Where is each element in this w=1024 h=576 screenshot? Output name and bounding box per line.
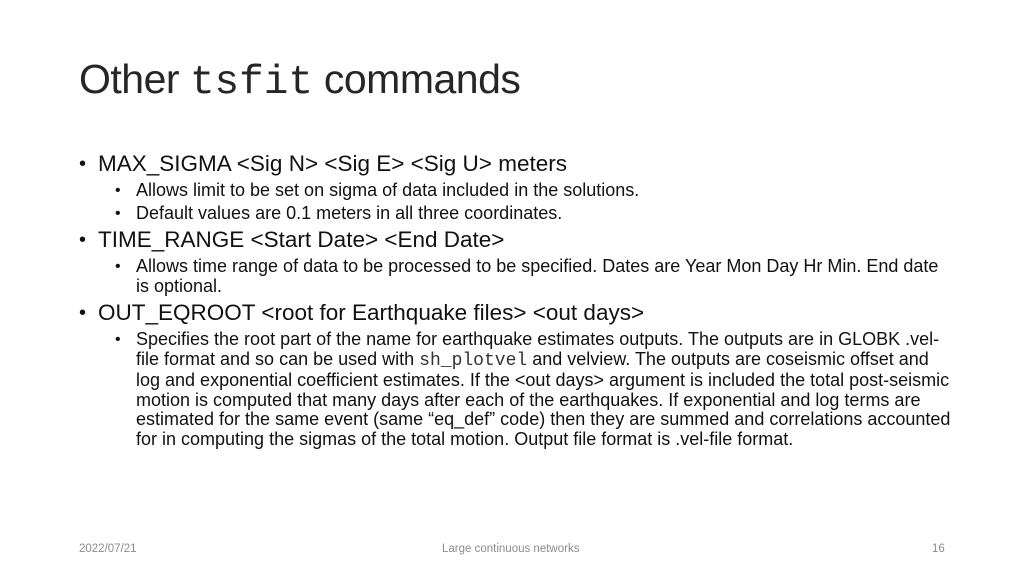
footer-title: Large continuous networks bbox=[442, 543, 580, 555]
bullet-icon: • bbox=[115, 258, 121, 275]
bullet-text: TIME_RANGE <Start Date> <End Date> bbox=[98, 227, 505, 252]
footer-date: 2022/07/21 bbox=[79, 543, 137, 555]
sub-bullet bbox=[115, 256, 951, 296]
bullet-icon: • bbox=[79, 229, 87, 251]
slide-title bbox=[79, 56, 520, 106]
sub-text-post: and velview. The outputs are coseismic offset and log and exponential coefficient estimates. If the <out days> argument is included the total post-seismic motion is computed that many days after each of the earthquakes. If exponential and log terms are estimated for the same event (same “eq_def” code) then they are summed and correlations accounted for in computing the sigmas of the total motion. Output file format is .vel-file format. bbox=[136, 348, 951, 449]
title-code: tsfit bbox=[189, 60, 313, 106]
bullet-icon: • bbox=[115, 331, 121, 348]
sub-bullet-text: Default values are 0.1 meters in all three coordinates. bbox=[136, 202, 563, 223]
sub-bullet-text: Allows time range of data to be processed to be specified. Dates are Year Mon Day Hr Min. End date is optional. bbox=[136, 256, 939, 296]
title-suffix: commands bbox=[312, 56, 521, 102]
sub-text-pre: Specifies the root part of the name for earthquake estimates outputs. The outputs are in GLOBK .vel-file format and so can be used with bbox=[136, 329, 940, 369]
title-prefix: Other bbox=[79, 56, 190, 102]
sub-bullet bbox=[115, 180, 959, 201]
bullet-max-sigma bbox=[79, 150, 959, 178]
slide-body bbox=[79, 150, 959, 452]
bullet-text: MAX_SIGMA <Sig N> <Sig E> <Sig U> meters bbox=[98, 151, 567, 176]
bullet-time-range bbox=[79, 226, 959, 254]
sub-bullet bbox=[115, 329, 951, 449]
bullet-icon: • bbox=[79, 302, 87, 324]
code-command: sh_plotvel bbox=[419, 350, 528, 371]
sub-bullet bbox=[115, 202, 959, 224]
bullet-text: OUT_EQROOT <root for Earthquake files> <out days> bbox=[98, 300, 645, 325]
sub-bullet-text: Allows limit to be set on sigma of data included in the solutions. bbox=[136, 180, 640, 200]
bullet-icon: • bbox=[79, 153, 87, 175]
page-number: 16 bbox=[932, 543, 945, 555]
bullet-icon: • bbox=[115, 204, 121, 222]
sub-bullet-text bbox=[136, 329, 950, 449]
bullet-icon: • bbox=[115, 182, 121, 199]
bullet-out-eqroot bbox=[79, 299, 959, 327]
